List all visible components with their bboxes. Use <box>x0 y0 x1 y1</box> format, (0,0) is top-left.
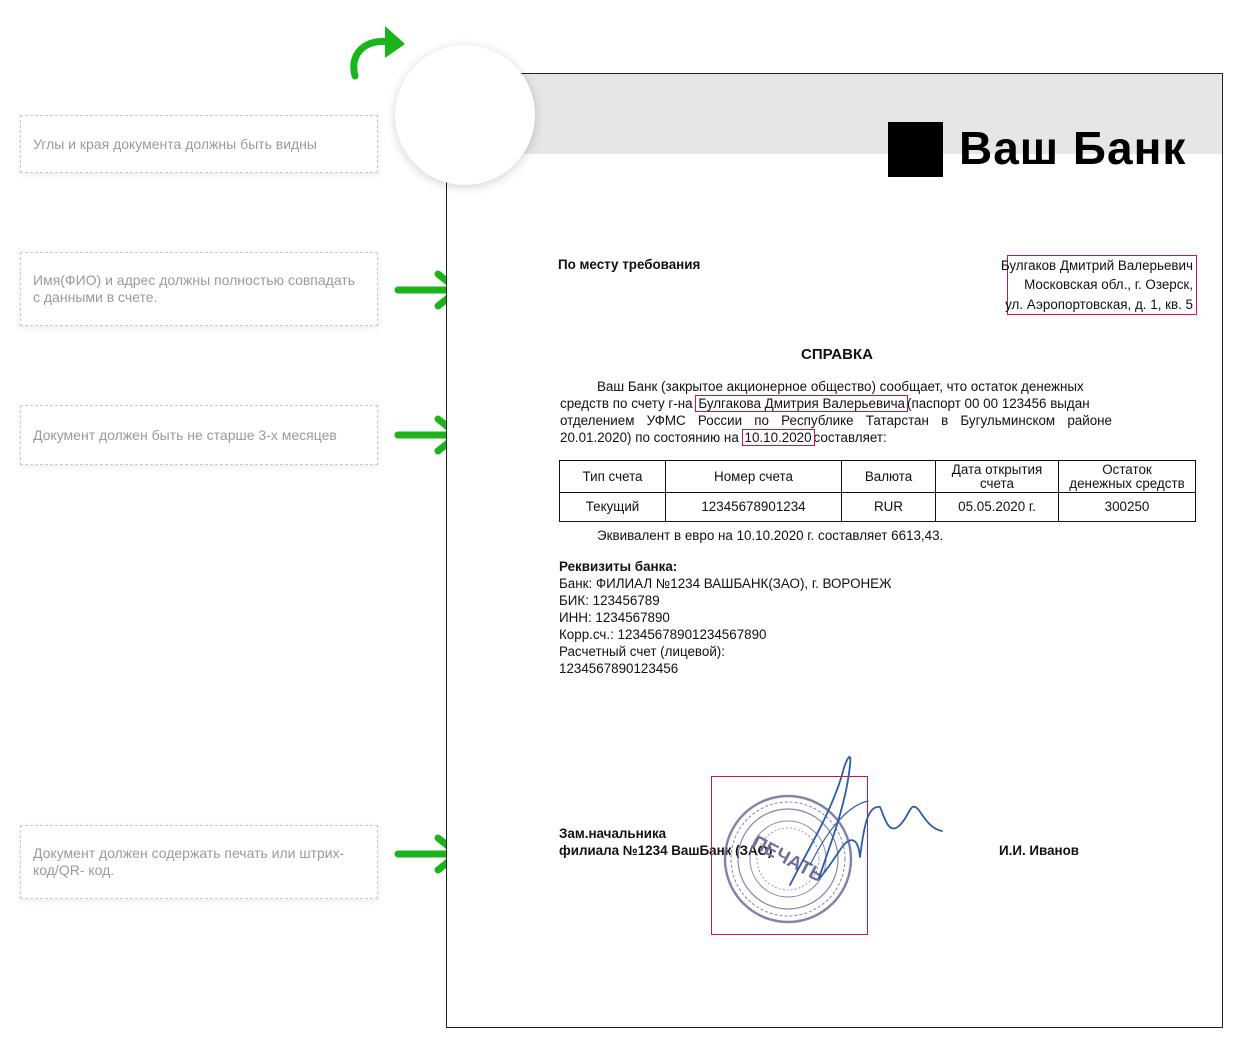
table-row <box>560 493 1196 522</box>
signature-scribble-icon <box>760 745 950 895</box>
table-header: Остаток денежных средств <box>1059 461 1196 493</box>
hint-name-address <box>20 252 378 326</box>
body-date: 10.10.2020 <box>744 430 812 445</box>
body-line-1: Ваш Банк (закрытое акционерное общество) сообщает, что остаток денежных <box>597 379 1084 394</box>
body-line-2 <box>560 395 1112 412</box>
body-line-2a: средств по счету г-на <box>560 396 693 411</box>
requisites-account-label: Расчетный счет (лицевой): <box>559 644 725 659</box>
table-header: Номер счета <box>666 461 842 493</box>
euro-equivalent: Эквивалент в евро на 10.10.2020 г. составляет 6613,43. <box>597 528 944 543</box>
recipient-city: Московская обл., г. Озерск, <box>1024 277 1193 292</box>
account-table <box>559 460 1196 522</box>
table-cell: 300250 <box>1059 493 1196 522</box>
hint-age <box>20 405 378 465</box>
bank-logo-square <box>888 122 943 177</box>
hint-name-address-text: Имя(ФИО) и адрес должны полностью совпадать с данными в счете. <box>33 272 356 305</box>
curved-arrow-icon <box>345 20 415 82</box>
stamp-label: ПЕЧАТЬ <box>748 831 828 887</box>
body-client-name: Булгакова Дмитрия Валерьевича <box>698 396 905 411</box>
recipient-name: Булгаков Дмитрий Валерьевич <box>1000 258 1193 273</box>
corner-zoom-circle <box>395 45 535 185</box>
table-cell: 05.05.2020 г. <box>936 493 1059 522</box>
table-cell: 12345678901234 <box>666 493 842 522</box>
table-header: Тип счета <box>560 461 666 493</box>
requisites-inn: ИНН: 1234567890 <box>559 610 670 625</box>
hint-corners-text: Углы и края документа должны быть видны <box>33 135 317 152</box>
hint-stamp <box>20 825 378 899</box>
table-cell: RUR <box>842 493 936 522</box>
requisites-bank: Банк: ФИЛИАЛ №1234 ВАШБАНК(ЗАО), г. ВОРОНЕЖ <box>559 576 892 591</box>
body-line-4b: составляет: <box>813 430 887 445</box>
signer-position-2: филиала №1234 ВашБанк (ЗАО) <box>559 843 773 858</box>
table-cell: Текущий <box>560 493 666 522</box>
recipient-block <box>1000 256 1196 314</box>
requisites-corr: Корр.сч.: 12345678901234567890 <box>559 627 767 642</box>
signer-position-1: Зам.начальника <box>559 826 667 841</box>
bank-logo-text: Ваш Банк <box>959 122 1187 174</box>
hint-stamp-text: Документ должен содержать печать или штрих-код/QR- код. <box>33 845 345 878</box>
requisites-title: Реквизиты банка: <box>559 559 678 574</box>
body-line-4a: 20.01.2020) по состоянию на <box>560 430 739 445</box>
requisites-account-number: 1234567890123456 <box>559 661 679 676</box>
recipient-street: ул. Аэропортовская, д. 1, кв. 5 <box>1005 297 1193 312</box>
hint-age-text: Документ должен быть не старше 3-х месяцев <box>33 426 337 443</box>
body-line-2b: (паспорт 00 00 123456 выдан <box>907 396 1090 411</box>
table-header-row <box>560 461 1196 493</box>
hint-corners <box>20 115 378 173</box>
table-header: Дата открытия счета <box>936 461 1059 493</box>
table-header: Валюта <box>842 461 936 493</box>
signer-name: И.И. Иванов <box>999 843 1080 858</box>
document-title: СПРАВКА <box>801 346 873 363</box>
place-of-demand: По месту требования <box>558 257 701 272</box>
body-line-4 <box>560 429 887 446</box>
requisites-bik: БИК: 123456789 <box>559 593 660 608</box>
body-line-3: отделением УФМС России по Республике Татарстан в Бугульминском районе <box>560 413 1112 428</box>
